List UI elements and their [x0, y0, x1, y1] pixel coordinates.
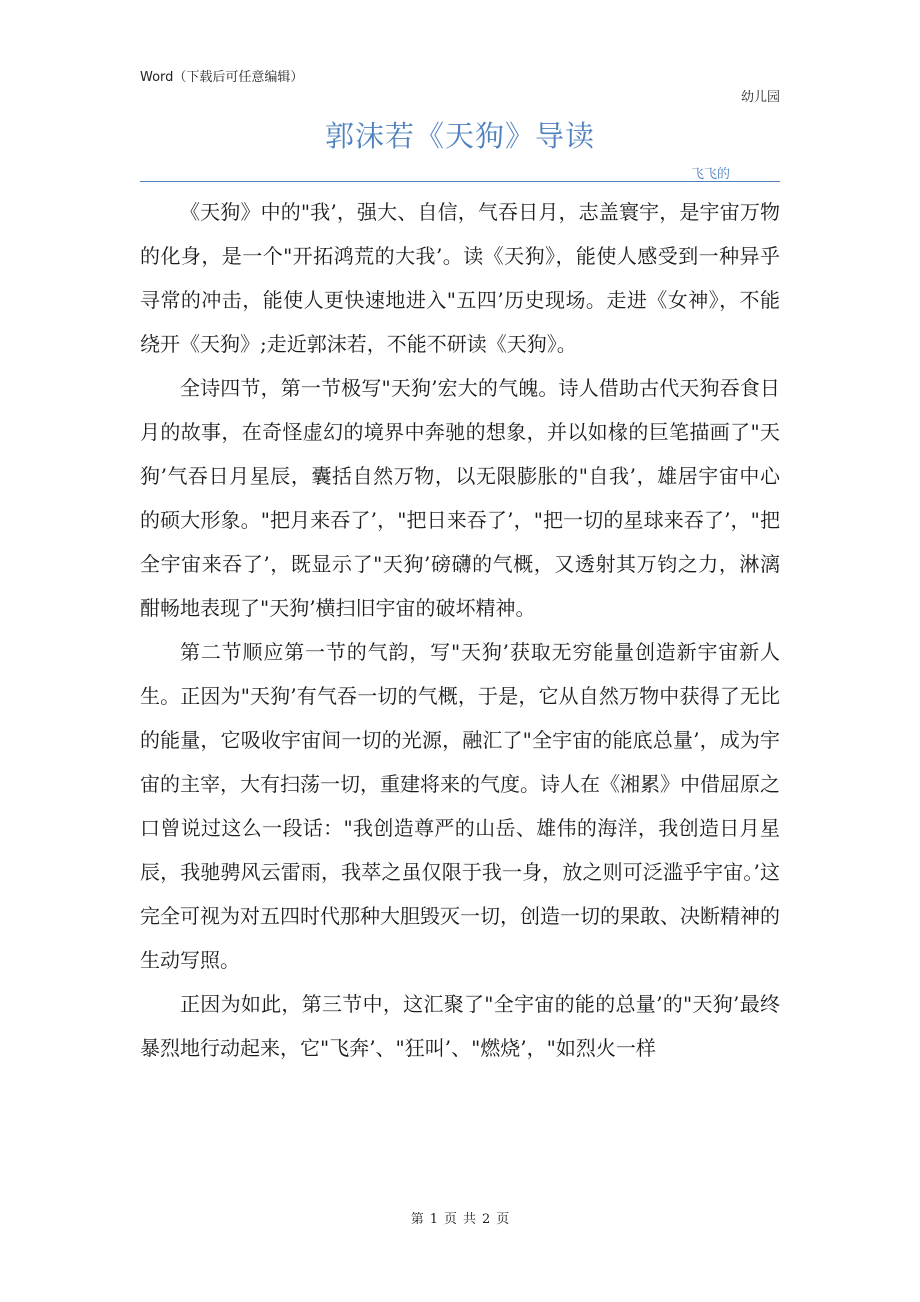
page-current: 1: [429, 1212, 438, 1227]
paragraph-2: 全诗四节，第一节极写"天狗’宏大的气魄。诗人借助古代天狗吞食日月的故事，在奇怪虚幻的境界中奔驰的想象，并以如椽的巨笔描画了"天狗’气吞日月星辰，囊括自然万物，以无限膨胀的"自我’，雄居宇宙中心的硕大形象。"把月来吞了’，"把日来吞了’，"把一切的星球来吞了’，"把全宇宙来吞了’，既显示了"天狗’磅礴的气概，又透射其万钧之力，淋漓酣畅地表现了"天狗’横扫旧宇宙的破坏精神。: [140, 376, 780, 620]
page-footer: [0, 1208, 920, 1227]
document-title: 郭沫若《天狗》导读: [324, 119, 595, 153]
paragraph-4: 正因为如此，第三节中，这汇聚了"全宇宙的能的总量’的"天狗’最终暴烈地行动起来，它"飞奔’、"狂叫’、"燃烧’，"如烈火一样: [140, 992, 780, 1060]
footer-label: 共: [463, 1212, 477, 1227]
page-total: 2: [482, 1212, 491, 1227]
footer-label: 页: [443, 1212, 457, 1227]
header-category: 幼儿园: [740, 90, 780, 105]
document-body: [140, 190, 780, 1070]
paragraph-3: 第二节顺应第一节的气韵，写"天狗’获取无穷能量创造新宇宙新人生。正因为"天狗’有气吞一切的气概，于是，它从自然万物中获得了无比的能量，它吸收宇宙间一切的光源，融汇了"全宇宙的能底总量’，成为宇宙的主宰，大有扫荡一切，重建将来的气度。诗人在《湘累》中借屈原之口曾说过这么一段话："我创造尊严的山岳、雄伟的海洋，我创造日月星辰，我驰骋风云雷雨，我萃之虽仅限于我一身，放之则可泛滥乎宇宙。’这完全可视为对五四时代那种大胆毁灭一切，创造一切的果敢、决断精神的生动写照。: [140, 640, 780, 972]
title-divider: [140, 181, 780, 182]
document-author: 飞飞的: [690, 167, 730, 182]
header-note: Word（下载后可任意编辑）: [140, 70, 304, 85]
footer-label: 页: [496, 1212, 510, 1227]
paragraph-1: 《天狗》中的"我’，强大、自信，气吞日月，志盖寰宇，是宇宙万物的化身，是一个"开拓鸿荒的大我’。读《天狗》，能使人感受到一种异乎寻常的冲击，能使人更快速地进入"五四’历史现场。走进《女神》，不能绕开《天狗》;走近郭沫若，不能不研读《天狗》。: [140, 200, 780, 356]
footer-label: 第: [410, 1212, 424, 1227]
